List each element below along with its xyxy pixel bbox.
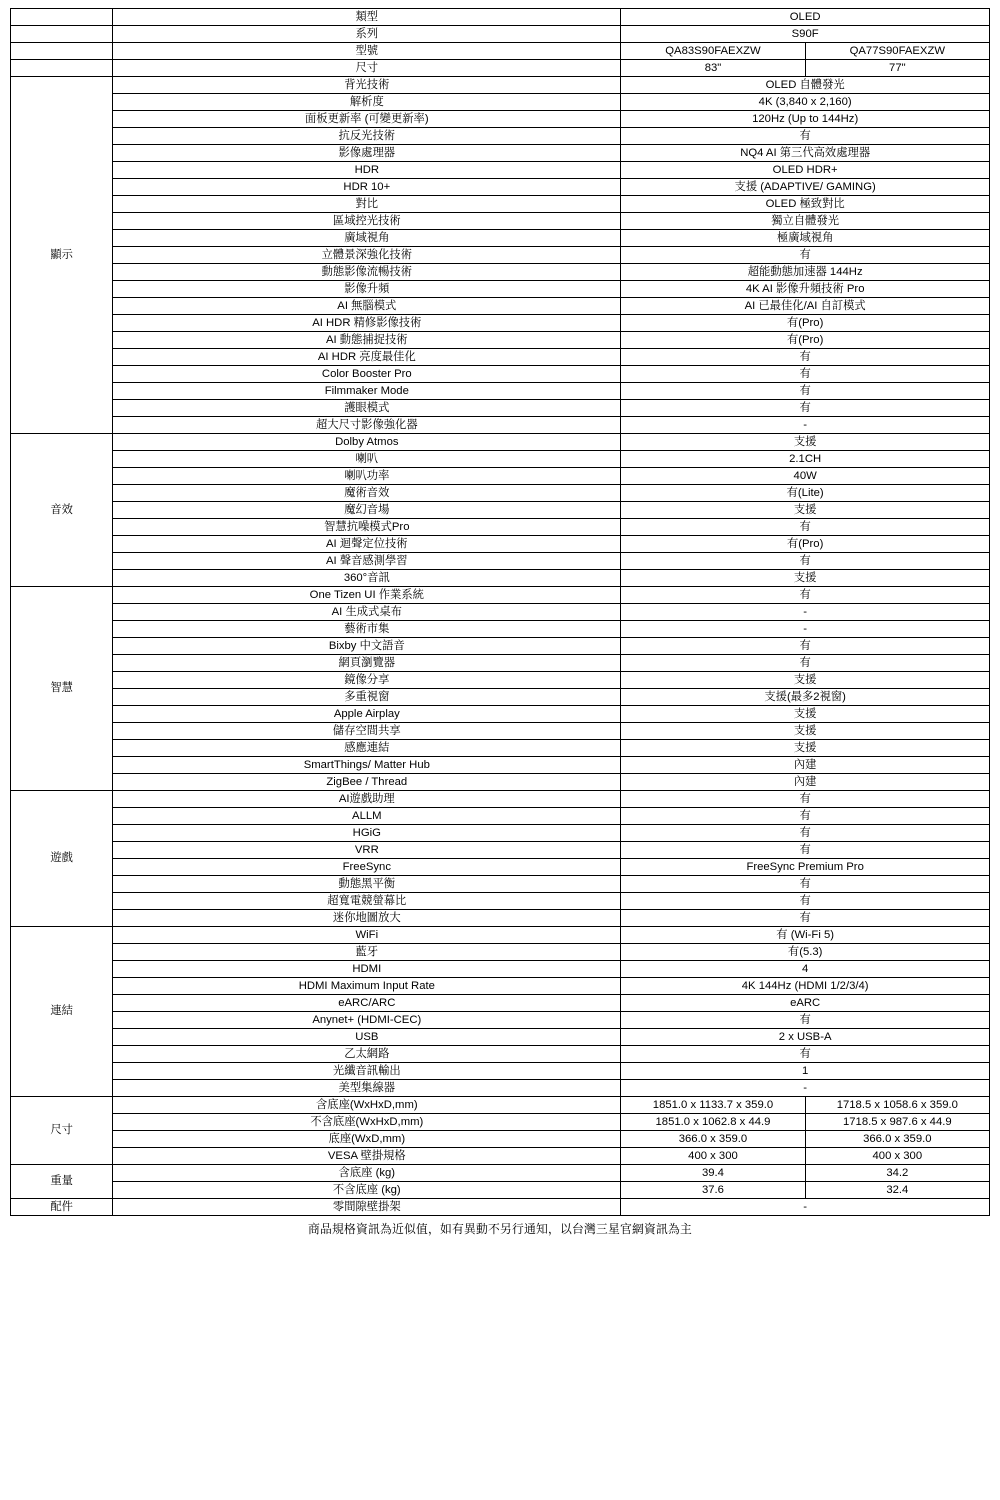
group-label: 音效 xyxy=(11,434,113,587)
spec-label: Filmmaker Mode xyxy=(113,383,621,400)
spec-row xyxy=(11,94,990,111)
spec-row xyxy=(11,689,990,706)
spec-value: 支援(最多2視窗) xyxy=(621,689,990,706)
spec-label: AI HDR 精修影像技術 xyxy=(113,315,621,332)
spec-row xyxy=(11,230,990,247)
spec-row xyxy=(11,332,990,349)
spec-row xyxy=(11,1131,990,1148)
spec-label: 藝術市集 xyxy=(113,621,621,638)
spec-value: FreeSync Premium Pro xyxy=(621,859,990,876)
spec-value: 40W xyxy=(621,468,990,485)
spec-label: HGiG xyxy=(113,825,621,842)
spec-value: 有 xyxy=(621,910,990,927)
spec-label: eARC/ARC xyxy=(113,995,621,1012)
spec-row xyxy=(11,842,990,859)
spec-label: 超寬電競螢幕比 xyxy=(113,893,621,910)
spec-value: 有 xyxy=(621,1012,990,1029)
spec-value: AI 已最佳化/AI 自訂模式 xyxy=(621,298,990,315)
header-value-model-2: 77" xyxy=(805,60,989,77)
spec-value: 有 xyxy=(621,638,990,655)
spec-label: HDR 10+ xyxy=(113,179,621,196)
spec-label: FreeSync xyxy=(113,859,621,876)
spec-row xyxy=(11,774,990,791)
spec-label: 護眼模式 xyxy=(113,400,621,417)
spec-row xyxy=(11,1097,990,1114)
spec-value-model-1: 366.0 x 359.0 xyxy=(621,1131,805,1148)
spec-row xyxy=(11,468,990,485)
spec-row xyxy=(11,1080,990,1097)
spec-row xyxy=(11,213,990,230)
spec-row xyxy=(11,128,990,145)
spec-row xyxy=(11,400,990,417)
spec-label: 魔術音效 xyxy=(113,485,621,502)
spec-value: 有 xyxy=(621,893,990,910)
spec-value: 4K (3,840 x 2,160) xyxy=(621,94,990,111)
spec-label: 解析度 xyxy=(113,94,621,111)
spec-label: 抗反光技術 xyxy=(113,128,621,145)
spec-row xyxy=(11,315,990,332)
spec-value: 有 xyxy=(621,808,990,825)
spec-value: OLED HDR+ xyxy=(621,162,990,179)
spec-label: 光纖音訊輸出 xyxy=(113,1063,621,1080)
spec-row xyxy=(11,1182,990,1199)
spec-row xyxy=(11,77,990,94)
header-row xyxy=(11,26,990,43)
spec-row xyxy=(11,1046,990,1063)
spec-value: NQ4 AI 第三代高效處理器 xyxy=(621,145,990,162)
spec-row xyxy=(11,145,990,162)
spec-value: - xyxy=(621,417,990,434)
spec-value: 超能動態加速器 144Hz xyxy=(621,264,990,281)
spec-label: Bixby 中文語音 xyxy=(113,638,621,655)
spec-row xyxy=(11,825,990,842)
spec-value-model-1: 400 x 300 xyxy=(621,1148,805,1165)
spec-value: 有 xyxy=(621,553,990,570)
spec-label: 含底座 (kg) xyxy=(113,1165,621,1182)
spec-row xyxy=(11,961,990,978)
group-spacer xyxy=(11,43,113,60)
spec-row xyxy=(11,298,990,315)
group-label: 顯示 xyxy=(11,77,113,434)
spec-label: 面板更新率 (可變更新率) xyxy=(113,111,621,128)
spec-value-model-2: 400 x 300 xyxy=(805,1148,989,1165)
spec-row xyxy=(11,910,990,927)
spec-value: 有(5.3) xyxy=(621,944,990,961)
spec-row xyxy=(11,1148,990,1165)
spec-value: 有 xyxy=(621,519,990,536)
spec-label: USB xyxy=(113,1029,621,1046)
spec-label: 網頁瀏覽器 xyxy=(113,655,621,672)
spec-row xyxy=(11,995,990,1012)
spec-label: AI 聲音感測學習 xyxy=(113,553,621,570)
spec-value: 有 xyxy=(621,655,990,672)
spec-row xyxy=(11,706,990,723)
spec-row xyxy=(11,927,990,944)
spec-value: 4K AI 影像升頻技術 Pro xyxy=(621,281,990,298)
spec-value: 有 xyxy=(621,383,990,400)
spec-value-model-2: 1718.5 x 987.6 x 44.9 xyxy=(805,1114,989,1131)
spec-row xyxy=(11,723,990,740)
spec-label: ALLM xyxy=(113,808,621,825)
spec-row xyxy=(11,349,990,366)
spec-row xyxy=(11,1012,990,1029)
spec-value-model-2: 34.2 xyxy=(805,1165,989,1182)
spec-row xyxy=(11,502,990,519)
spec-row xyxy=(11,757,990,774)
spec-row xyxy=(11,1114,990,1131)
spec-row xyxy=(11,111,990,128)
spec-label: 零間隙壁掛架 xyxy=(113,1199,621,1216)
spec-label: VESA 壁掛規格 xyxy=(113,1148,621,1165)
spec-label: 鏡像分享 xyxy=(113,672,621,689)
spec-row xyxy=(11,553,990,570)
spec-label: 動態影像流暢技術 xyxy=(113,264,621,281)
spec-value: 有 xyxy=(621,349,990,366)
footnote: 商品規格資訊為近似值，如有異動不另行通知，以台灣三星官網資訊為主 xyxy=(308,1222,692,1236)
spec-row xyxy=(11,366,990,383)
spec-value: 有 xyxy=(621,791,990,808)
spec-label: AI 無腦模式 xyxy=(113,298,621,315)
group-spacer xyxy=(11,9,113,26)
spec-value: 支援 xyxy=(621,502,990,519)
spec-value: 支援 (ADAPTIVE/ GAMING) xyxy=(621,179,990,196)
spec-row xyxy=(11,383,990,400)
spec-value-model-1: 37.6 xyxy=(621,1182,805,1199)
spec-label: AI HDR 亮度最佳化 xyxy=(113,349,621,366)
header-value-model-1: 83" xyxy=(621,60,805,77)
spec-label: 含底座(WxHxD,mm) xyxy=(113,1097,621,1114)
spec-row xyxy=(11,451,990,468)
spec-value: 4 xyxy=(621,961,990,978)
spec-row xyxy=(11,536,990,553)
spec-label: 動態黑平衡 xyxy=(113,876,621,893)
spec-value: 支援 xyxy=(621,723,990,740)
spec-row xyxy=(11,196,990,213)
spec-value: OLED 自體發光 xyxy=(621,77,990,94)
spec-label: AI 動態捕捉技術 xyxy=(113,332,621,349)
spec-value: 有 xyxy=(621,1046,990,1063)
spec-row xyxy=(11,162,990,179)
spec-value: 有 xyxy=(621,366,990,383)
spec-row xyxy=(11,672,990,689)
spec-value: 支援 xyxy=(621,434,990,451)
spec-value-model-2: 1718.5 x 1058.6 x 359.0 xyxy=(805,1097,989,1114)
spec-value: 內建 xyxy=(621,757,990,774)
spec-value: OLED 極致對比 xyxy=(621,196,990,213)
group-label: 重量 xyxy=(11,1165,113,1199)
spec-value: 2.1CH xyxy=(621,451,990,468)
spec-label: 360°音訊 xyxy=(113,570,621,587)
spec-row xyxy=(11,655,990,672)
header-value-model-1: QA83S90FAEXZW xyxy=(621,43,805,60)
spec-value: - xyxy=(621,1080,990,1097)
spec-row xyxy=(11,281,990,298)
spec-row xyxy=(11,1029,990,1046)
spec-label: Apple Airplay xyxy=(113,706,621,723)
spec-value: 有 (Wi-Fi 5) xyxy=(621,927,990,944)
spec-value: - xyxy=(621,1199,990,1216)
spec-row xyxy=(11,740,990,757)
spec-label: 迷你地圖放大 xyxy=(113,910,621,927)
spec-row xyxy=(11,264,990,281)
spec-label: 背光技術 xyxy=(113,77,621,94)
spec-row xyxy=(11,587,990,604)
spec-value: 支援 xyxy=(621,570,990,587)
spec-row xyxy=(11,485,990,502)
spec-value-model-2: 366.0 x 359.0 xyxy=(805,1131,989,1148)
header-row xyxy=(11,43,990,60)
spec-value: 極廣域視角 xyxy=(621,230,990,247)
spec-label: AI 迴聲定位技術 xyxy=(113,536,621,553)
header-label: 系列 xyxy=(113,26,621,43)
spec-label: Anynet+ (HDMI-CEC) xyxy=(113,1012,621,1029)
spec-value: 有 xyxy=(621,128,990,145)
spec-label: 喇叭功率 xyxy=(113,468,621,485)
spec-label: 底座(WxD,mm) xyxy=(113,1131,621,1148)
group-label: 配件 xyxy=(11,1199,113,1216)
header-label: 尺寸 xyxy=(113,60,621,77)
spec-row xyxy=(11,791,990,808)
spec-row xyxy=(11,570,990,587)
spec-value-model-1: 1851.0 x 1133.7 x 359.0 xyxy=(621,1097,805,1114)
spec-row xyxy=(11,808,990,825)
spec-value: 有(Lite) xyxy=(621,485,990,502)
spec-value: 有 xyxy=(621,876,990,893)
spec-value: 有 xyxy=(621,587,990,604)
spec-label: 智慧抗噪模式Pro xyxy=(113,519,621,536)
header-value: OLED xyxy=(621,9,990,26)
header-row xyxy=(11,9,990,26)
spec-row xyxy=(11,638,990,655)
spec-label: 感應連結 xyxy=(113,740,621,757)
group-spacer xyxy=(11,60,113,77)
spec-label: ZigBee / Thread xyxy=(113,774,621,791)
spec-label: HDR xyxy=(113,162,621,179)
spec-value: 有 xyxy=(621,842,990,859)
spec-row xyxy=(11,978,990,995)
spec-value: 有 xyxy=(621,400,990,417)
spec-label: 不含底座 (kg) xyxy=(113,1182,621,1199)
spec-label: 多重視窗 xyxy=(113,689,621,706)
spec-label: 乙太網路 xyxy=(113,1046,621,1063)
spec-label: AI 生成式桌布 xyxy=(113,604,621,621)
spec-label: 立體景深強化技術 xyxy=(113,247,621,264)
spec-value: 有 xyxy=(621,247,990,264)
spec-row xyxy=(11,417,990,434)
spec-label: 藍牙 xyxy=(113,944,621,961)
spec-row xyxy=(11,893,990,910)
spec-value: 獨立自體發光 xyxy=(621,213,990,230)
spec-label: SmartThings/ Matter Hub xyxy=(113,757,621,774)
spec-value: 內建 xyxy=(621,774,990,791)
header-label: 型號 xyxy=(113,43,621,60)
group-label: 智慧 xyxy=(11,587,113,791)
spec-value: 有 xyxy=(621,825,990,842)
spec-value: 2 x USB-A xyxy=(621,1029,990,1046)
spec-label: One Tizen UI 作業系統 xyxy=(113,587,621,604)
header-value-model-2: QA77S90FAEXZW xyxy=(805,43,989,60)
spec-row xyxy=(11,944,990,961)
spec-label: 影像處理器 xyxy=(113,145,621,162)
spec-value: 支援 xyxy=(621,740,990,757)
spec-row xyxy=(11,179,990,196)
spec-label: 廣域視角 xyxy=(113,230,621,247)
spec-value: - xyxy=(621,604,990,621)
spec-row xyxy=(11,604,990,621)
spec-label: 不含底座(WxHxD,mm) xyxy=(113,1114,621,1131)
spec-label: Dolby Atmos xyxy=(113,434,621,451)
spec-row xyxy=(11,876,990,893)
spec-value: 4K 144Hz (HDMI 1/2/3/4) xyxy=(621,978,990,995)
spec-label: 魔幻音場 xyxy=(113,502,621,519)
spec-row xyxy=(11,247,990,264)
spec-value: 支援 xyxy=(621,672,990,689)
spec-value-model-2: 32.4 xyxy=(805,1182,989,1199)
spec-value: 120Hz (Up to 144Hz) xyxy=(621,111,990,128)
spec-label: 美型集線器 xyxy=(113,1080,621,1097)
spec-label: VRR xyxy=(113,842,621,859)
spec-row xyxy=(11,1199,990,1216)
spec-label: Color Booster Pro xyxy=(113,366,621,383)
header-row xyxy=(11,60,990,77)
group-spacer xyxy=(11,26,113,43)
spec-row xyxy=(11,859,990,876)
header-value: S90F xyxy=(621,26,990,43)
spec-row xyxy=(11,519,990,536)
spec-label: 超大尺寸影像強化器 xyxy=(113,417,621,434)
specification-table xyxy=(10,8,990,1216)
spec-row xyxy=(11,1063,990,1080)
spec-value: 有(Pro) xyxy=(621,332,990,349)
spec-label: 區域控光技術 xyxy=(113,213,621,230)
spec-label: HDMI Maximum Input Rate xyxy=(113,978,621,995)
group-label: 連結 xyxy=(11,927,113,1097)
spec-value: - xyxy=(621,621,990,638)
spec-value: 有(Pro) xyxy=(621,536,990,553)
header-label: 類型 xyxy=(113,9,621,26)
spec-value: 支援 xyxy=(621,706,990,723)
spec-value: eARC xyxy=(621,995,990,1012)
spec-row xyxy=(11,434,990,451)
spec-label: 對比 xyxy=(113,196,621,213)
spec-label: WiFi xyxy=(113,927,621,944)
group-label: 遊戲 xyxy=(11,791,113,927)
spec-value: 1 xyxy=(621,1063,990,1080)
spec-label: 儲存空間共享 xyxy=(113,723,621,740)
spec-label: HDMI xyxy=(113,961,621,978)
spec-value-model-1: 39.4 xyxy=(621,1165,805,1182)
group-label: 尺寸 xyxy=(11,1097,113,1165)
spec-row xyxy=(11,1165,990,1182)
spec-row xyxy=(11,621,990,638)
spec-label: 喇叭 xyxy=(113,451,621,468)
spec-value: 有(Pro) xyxy=(621,315,990,332)
spec-value-model-1: 1851.0 x 1062.8 x 44.9 xyxy=(621,1114,805,1131)
spec-label: 影像升頻 xyxy=(113,281,621,298)
spec-label: AI遊戲助理 xyxy=(113,791,621,808)
